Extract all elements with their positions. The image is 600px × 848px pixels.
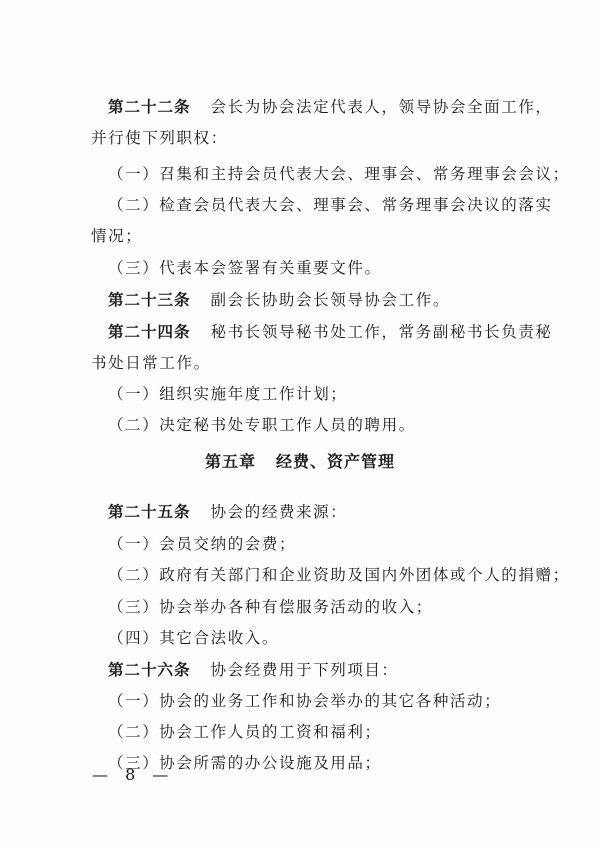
paragraph-line: （一）协会的业务工作和协会举办的其它各种活动； bbox=[108, 692, 502, 710]
paragraph-line: 并行使下列职权： bbox=[91, 129, 228, 147]
paragraph-line: （一）召集和主持会员代表大会、理事会、常务理事会会议； bbox=[108, 165, 570, 183]
paragraph-line: （三）协会所需的办公设施及用品； bbox=[108, 754, 382, 772]
paragraph-line: （三）代表本会签署有关重要文件。 bbox=[108, 259, 382, 277]
paragraph-line: 第二十四条 秘书长领导秘书处工作，常务副秘书长负责秘 bbox=[108, 323, 553, 341]
chapter-heading: 第五章 经费、资产管理 bbox=[204, 452, 396, 471]
article-number: 第二十三条 bbox=[108, 291, 191, 309]
article-number: 第二十六条 bbox=[108, 661, 191, 679]
paragraph-line: 第二十二条 会长为协会法定代表人，领导协会全面工作， bbox=[108, 98, 553, 116]
article-number: 第二十二条 bbox=[108, 98, 191, 116]
page-number: — 8 — bbox=[92, 765, 175, 784]
paragraph-line: 书处日常工作。 bbox=[91, 354, 211, 372]
paragraph-line: （二）政府有关部门和企业资助及国内外团体或个人的捐赠； bbox=[108, 566, 570, 584]
paragraph-line: 第二十三条 副会长协助会长领导协会工作。 bbox=[108, 291, 450, 309]
paragraph-line: 情况； bbox=[91, 227, 143, 245]
paragraph-line: （一）会员交纳的会费； bbox=[108, 535, 297, 553]
paragraph-line: （二）决定秘书处专职工作人员的聘用。 bbox=[108, 416, 416, 434]
article-number: 第二十四条 bbox=[108, 323, 191, 341]
paragraph-line: （二）检查会员代表大会、理事会、常务理事会决议的落实 bbox=[108, 196, 553, 214]
paragraph-line: 第二十五条 协会的经费来源： bbox=[108, 503, 348, 521]
paragraph-line: （四）其它合法收入。 bbox=[108, 629, 280, 647]
paragraph-line: 第二十六条 协会经费用于下列项目： bbox=[108, 661, 399, 679]
article-number: 第二十五条 bbox=[108, 503, 191, 521]
paragraph-line: （三）协会举办各种有偿服务活动的收入； bbox=[108, 598, 433, 616]
paragraph-line: （一）组织实施年度工作计划； bbox=[108, 385, 348, 403]
paragraph-line: （二）协会工作人员的工资和福利； bbox=[108, 723, 382, 741]
